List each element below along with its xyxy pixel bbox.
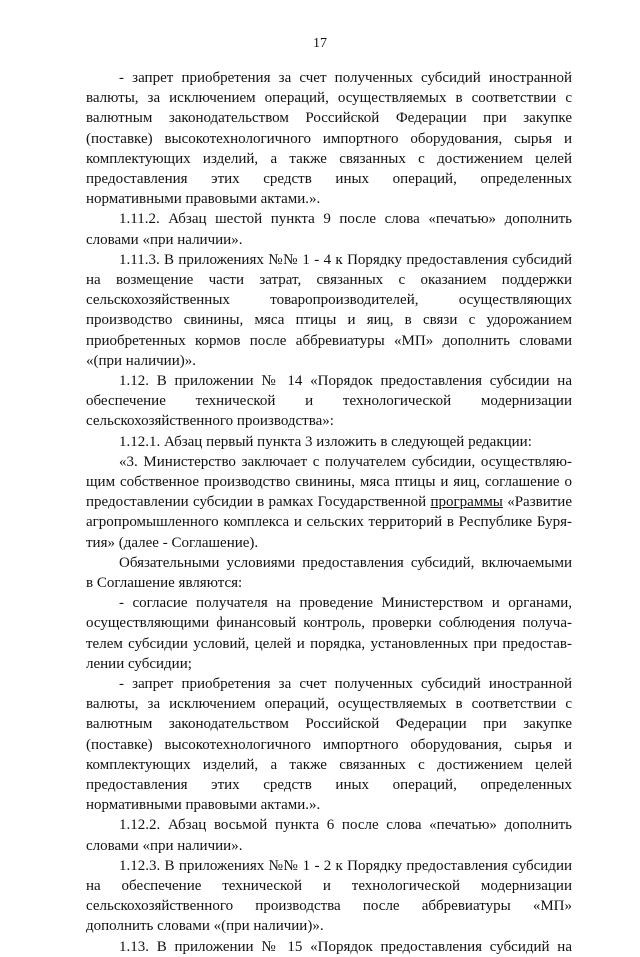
text-line: - согласие получателя на проведение Министерством и органами,	[119, 595, 572, 612]
text-line: в Соглашение являются:	[86, 575, 243, 591]
text-line: телем субсидии условий, целей и порядка, установленных при предостав-	[86, 635, 572, 652]
text-line: 1.12.2. Абзац восьмой пункта 6 после слова «печатью» дополнить	[119, 817, 572, 834]
text-line: на обеспечение технической и технологической модернизации	[86, 878, 572, 894]
text-line: нормативными правовыми актами.».	[86, 191, 321, 208]
text-line: комплектующих изделий, а также связанных с достижением целей	[86, 150, 572, 167]
text-line: предоставления этих средств иных операций, определенных	[86, 777, 572, 793]
text-line	[86, 492, 572, 512]
text-line: сельскохозяйственных товаропроизводителей, осуществляющих	[86, 292, 572, 309]
text-line: щим собственное производство свинины, мяса птицы и яиц, соглашение о	[86, 474, 572, 490]
text-line: 1.11.3. В приложениях №№ 1 - 4 к Порядку предоставления субсидий	[119, 251, 572, 268]
text-line: производство свинины, мяса птицы и яиц, в связи с удорожанием	[86, 312, 572, 329]
text-line: - запрет приобретения за счет полученных субсидий иностранной	[119, 676, 572, 692]
text-line: (поставке) высокотехнологичного импортного оборудования, сырья и	[86, 130, 572, 147]
text-line: 1.12. В приложении № 14 «Порядок предоставления субсидии на	[119, 373, 572, 389]
text-line: валюты, за исключением операций, осуществляемых в соответствии с	[86, 90, 572, 107]
text-line: предоставления этих средств иных операций, определенных	[86, 171, 572, 187]
text-line: нормативными правовыми актами.».	[86, 797, 321, 814]
text-line: сельскохозяйственного производства»:	[86, 413, 334, 430]
text-line: дополнить словами «(при наличии)».	[86, 918, 324, 935]
text-line: «(при наличии)».	[86, 352, 196, 369]
text-line: приобретенных кормов после аббревиатуры «МП» дополнить словами	[86, 332, 572, 349]
text-line: 1.13. В приложении № 15 «Порядок предоставления субсидий на	[119, 938, 572, 955]
text-line: валютным законодательством Российской Федерации при закупке	[86, 110, 572, 127]
text-segment: предоставлении субсидии в рамках Государственной	[86, 494, 431, 511]
text-line: 1.12.1. Абзац первый пункта 3 изложить в следующей редакции:	[119, 433, 532, 450]
text-line: «3. Министерство заключает с получателем субсидии, осуществляю-	[119, 453, 572, 470]
text-line: словами «при наличии».	[86, 231, 243, 248]
text-line: обеспечение технической и технологической модернизации	[86, 393, 572, 410]
text-line: сельскохозяйственного производства после аббревиатуры «МП»	[86, 898, 572, 915]
text-line: 1.12.3. В приложениях №№ 1 - 2 к Порядку предоставления субсидии	[119, 857, 572, 874]
text-line: валютным законодательством Российской Федерации при закупке	[86, 716, 572, 733]
text-line: на возмещение части затрат, связанных с оказанием поддержки	[86, 272, 572, 288]
text-line: - запрет приобретения за счет полученных субсидий иностранной	[119, 70, 572, 86]
text-line: осуществляющими финансовый контроль, проверки соблюдения получа-	[86, 615, 572, 632]
underlined-link-text[interactable]: программы	[430, 494, 503, 511]
text-line: агропромышленного комплекса и сельских территорий в Республике Буря-	[86, 514, 572, 531]
text-line: 1.11.2. Абзац шестой пункта 9 после слова «печатью» дополнить	[119, 211, 572, 228]
text-segment: «Развитие	[502, 494, 572, 511]
text-line: словами «при наличии».	[86, 837, 243, 854]
text-line: Обязательными условиями предоставления субсидий, включаемыми	[119, 554, 572, 571]
text-line: (поставке) высокотехнологичного импортного оборудования, сырья и	[86, 736, 572, 753]
text-line: комплектующих изделий, а также связанных с достижением целей	[86, 756, 572, 773]
text-line: лении субсидии;	[86, 655, 192, 672]
text-line: валюты, за исключением операций, осуществляемых в соответствии с	[86, 696, 572, 713]
page-number: 17	[313, 36, 327, 51]
text-line: тия» (далее - Соглашение).	[86, 534, 259, 551]
